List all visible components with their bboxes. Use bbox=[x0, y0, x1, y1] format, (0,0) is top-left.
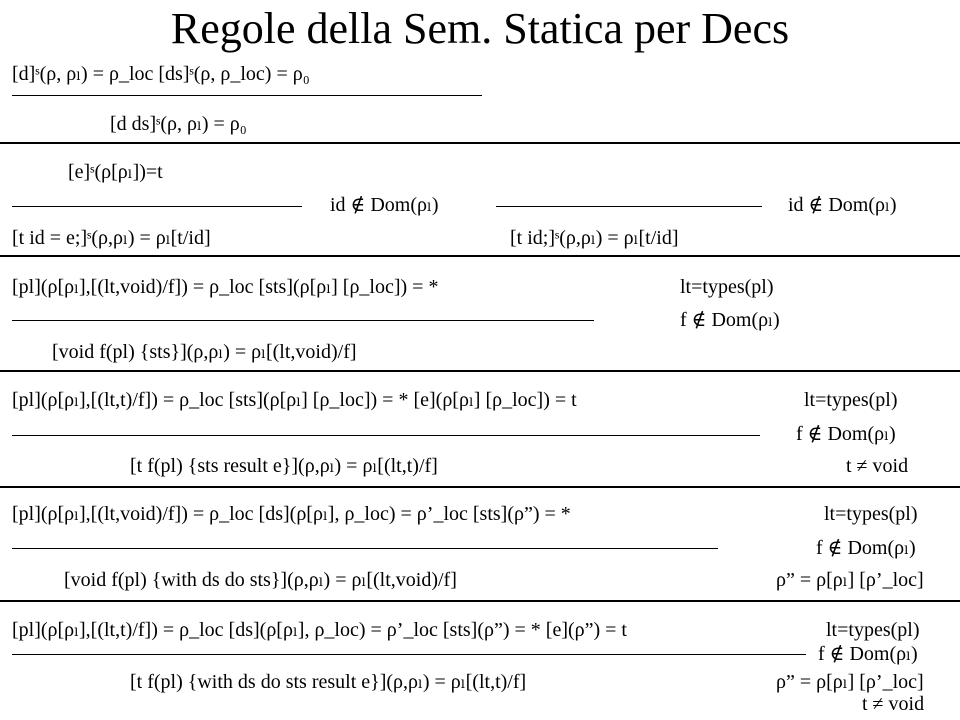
rule4-side-condition-dom: f ∉ Dom(ρₗ) bbox=[796, 423, 896, 445]
rule2-conclusion-left: [t id = e;]ˢ(ρ,ρₗ) = ρₗ[t/id] bbox=[12, 227, 211, 249]
rule-separator bbox=[0, 142, 960, 144]
rule2-fraction-bar-left bbox=[12, 206, 302, 207]
rule6-side-condition-env: ρ” = ρ[ρₗ] [ρ’_loc] bbox=[776, 671, 924, 693]
rule4-side-condition-types: lt=types(pl) bbox=[804, 389, 898, 411]
rule5-fraction-bar bbox=[12, 548, 718, 549]
rule6-conclusion: [t f(pl) {with ds do sts result e}](ρ,ρₗ) = ρₗ[(lt,t)/f] bbox=[130, 671, 527, 693]
rule4-fraction-bar bbox=[12, 435, 760, 436]
rule1-conclusion: [d ds]ˢ(ρ, ρₗ) = ρ₀ bbox=[110, 113, 247, 135]
rule2-premise: [e]ˢ(ρ[ρₗ])=t bbox=[68, 161, 163, 183]
rule2-conclusion-right: [t id;]ˢ(ρ,ρₗ) = ρₗ[t/id] bbox=[510, 227, 679, 249]
rule3-side-condition-dom: f ∉ Dom(ρₗ) bbox=[680, 309, 780, 331]
rule6-side-condition-dom: f ∉ Dom(ρₗ) bbox=[818, 643, 918, 665]
rule5-conclusion: [void f(pl) {with ds do sts}](ρ,ρₗ) = ρₗ[(lt,void)/f] bbox=[64, 569, 457, 591]
rule4-conclusion: [t f(pl) {sts result e}](ρ,ρₗ) = ρₗ[(lt,t)/f] bbox=[130, 455, 438, 477]
rule6-side-condition-type: t ≠ void bbox=[862, 693, 925, 715]
rule3-fraction-bar bbox=[12, 320, 594, 321]
rule5-side-condition-dom: f ∉ Dom(ρₗ) bbox=[816, 537, 916, 559]
rule4-premise: [pl](ρ[ρₗ],[(lt,t)/f]) = ρ_loc [sts](ρ[ρₗ] [ρ_loc]) = * [e](ρ[ρₗ] [ρ_loc]) = t bbox=[12, 389, 577, 411]
rule3-premise: [pl](ρ[ρₗ],[(lt,void)/f]) = ρ_loc [sts](ρ[ρₗ] [ρ_loc]) = * bbox=[12, 276, 439, 298]
rule-separator bbox=[0, 255, 960, 257]
rule1-premise: [d]ˢ(ρ, ρₗ) = ρ_loc [ds]ˢ(ρ, ρ_loc) = ρ₀ bbox=[12, 63, 310, 85]
rule5-premise: [pl](ρ[ρₗ],[(lt,void)/f]) = ρ_loc [ds](ρ[ρₗ], ρ_loc) = ρ’_loc [sts](ρ”) = * bbox=[12, 503, 571, 525]
rule2-side-condition-left: id ∉ Dom(ρₗ) bbox=[330, 194, 439, 216]
rule-separator bbox=[0, 486, 960, 488]
rule2-side-condition-right: id ∉ Dom(ρₗ) bbox=[788, 194, 897, 216]
rule1-fraction-bar bbox=[12, 95, 482, 96]
rule4-side-condition-type: t ≠ void bbox=[846, 455, 909, 477]
rule6-fraction-bar bbox=[12, 654, 806, 655]
rule3-side-condition-types: lt=types(pl) bbox=[680, 276, 774, 298]
rule3-conclusion: [void f(pl) {sts}](ρ,ρₗ) = ρₗ[(lt,void)/f] bbox=[52, 341, 357, 363]
page-title: Regole della Sem. Statica per Decs bbox=[170, 4, 790, 53]
rule6-side-condition-types: lt=types(pl) bbox=[826, 619, 920, 641]
rule5-side-condition-types: lt=types(pl) bbox=[824, 503, 918, 525]
rule2-fraction-bar-right bbox=[496, 206, 762, 207]
rule5-side-condition-env: ρ” = ρ[ρₗ] [ρ’_loc] bbox=[776, 569, 924, 591]
rule6-premise: [pl](ρ[ρₗ],[(lt,t)/f]) = ρ_loc [ds](ρ[ρₗ], ρ_loc) = ρ’_loc [sts](ρ”) = * [e](ρ”) = t bbox=[12, 619, 627, 641]
rule-separator bbox=[0, 600, 960, 602]
rule-separator bbox=[0, 370, 960, 372]
